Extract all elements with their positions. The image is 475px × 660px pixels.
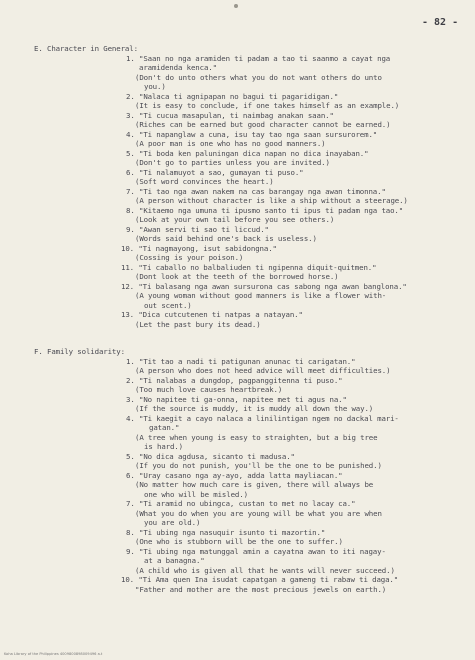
translation-line: (A person without character is like a ship without a steerage.) bbox=[135, 196, 408, 205]
translation-line: you.) bbox=[144, 82, 166, 91]
translation-line: (What you do when you are young will be what you are when bbox=[135, 509, 382, 518]
proverb-line: 5. "Ti boda ken paluningan dica napan no dica inayaban." bbox=[126, 149, 369, 158]
translation-line: (Dont look at the teeth of the borrowed horse.) bbox=[135, 272, 339, 281]
translation-line: (No matter how much care is given, there will always be bbox=[135, 480, 374, 489]
translation-line: (Words said behind one's back is useless.) bbox=[135, 234, 317, 243]
translation-line: (If the source is muddy, it is muddy all down the way.) bbox=[135, 404, 374, 413]
translation-line: "Father and mother are the most precious jewels on earth.) bbox=[135, 585, 387, 594]
proverb-line: 5. "No dica agdusa, sicanto ti madusa." bbox=[126, 452, 295, 461]
proverb-line: 9. "Awan servi ti sao ti liccud." bbox=[126, 225, 269, 234]
translation-line: is hard.) bbox=[144, 442, 183, 451]
proverb-line: 11. "Ti caballo no balbaliuden ti ngipenna diquit-quitmen." bbox=[121, 263, 377, 272]
translation-line: (Too much love causes heartbreak.) bbox=[135, 385, 283, 394]
proverb-line: 9. "Ti ubing nga matunggal amin a cayatna awan to iti nagay- bbox=[126, 547, 386, 556]
proverb-line: 3. "Ti cucua masapulan, ti naimbag anakan saan." bbox=[126, 111, 334, 120]
proverb-line: at a banagna." bbox=[144, 556, 205, 565]
translation-line: (Cossing is your poison.) bbox=[135, 253, 244, 262]
proverb-line: aramidenda kenca." bbox=[139, 63, 217, 72]
translation-line: (A person who does not heed advice will meet difficulties.) bbox=[135, 366, 391, 375]
translation-line: (Don't go to parties unless you are invited.) bbox=[135, 158, 330, 167]
translation-line: (A young woman without good manners is like a flower with- bbox=[135, 291, 387, 300]
translation-line: (Soft word convinces the heart.) bbox=[135, 177, 274, 186]
proverb-line: 10. "Ti nagmayong, isut sabidongna." bbox=[121, 244, 277, 253]
proverb-line: 2. "Nalaca ti agnipapan no bagui ti pagaridigan." bbox=[126, 92, 339, 101]
translation-line: (One who is stubborn will be the one to suffer.) bbox=[135, 537, 343, 546]
proverb-line: 6. "Uray casano nga ay-ayo, adda latta mayliacan." bbox=[126, 471, 343, 480]
proverb-line: 8. "Kitaemo nga umuna ti ipusmo santo ti ipus ti padam nga tao." bbox=[126, 206, 404, 215]
translation-line: (A tree when young is easy to straighten, but a big tree bbox=[135, 433, 378, 442]
translation-line: (It is easy to conclude, if one takes himself as an example.) bbox=[135, 101, 400, 110]
translation-line: (Don't do unto others what you do not want others do unto bbox=[135, 73, 382, 82]
proverb-line: 13. "Dica cutcutenen ti natpas a natayan." bbox=[121, 310, 303, 319]
translation-line: one who will be misled.) bbox=[144, 490, 248, 499]
proverb-line: 8. "Ti ubing nga nasuquir isunto ti mazortin." bbox=[126, 528, 326, 537]
proverb-line: 10. "Ti Ama quen Ina isudat capatgan a gameng ti rabaw ti daga." bbox=[121, 575, 399, 584]
section-heading-f: F. Family solidarity: bbox=[34, 347, 125, 356]
proverb-line: 1. "Tit tao a nadi ti patigunan anunac ti carigatan." bbox=[126, 357, 356, 366]
section-heading-e: E. Character in General: bbox=[34, 44, 138, 53]
translation-line: (A child who is given all that he wants will never succeed.) bbox=[135, 566, 395, 575]
translation-line: (Look at your own tail before you see others.) bbox=[135, 215, 335, 224]
proverb-line: 4. "Ti kaegit a cayo nalaca a linilintigan ngem no dackal mari- bbox=[126, 414, 399, 423]
proverb-line: 4. "Ti napanglaw a cuna, isu tay tao nga saan sursurorem." bbox=[126, 130, 378, 139]
proverb-line: 7. "Ti aramid no ubingca, custan to met no lacay ca." bbox=[126, 499, 356, 508]
translation-line: (A poor man is one who has no good manners.) bbox=[135, 139, 326, 148]
punch-hole-mark bbox=[234, 4, 238, 8]
proverb-line: 6. "Ti nalamuyot a sao, gumayan ti puso." bbox=[126, 168, 304, 177]
page-number: - 82 - bbox=[422, 17, 459, 28]
proverb-line: 12. "Ti balasang nga awan sursurona cas sabong nga awan banglona." bbox=[121, 282, 407, 291]
proverb-line: 3. "No napitee ti ga-onna, napitee met ti agus na." bbox=[126, 395, 347, 404]
translation-line: (If you do not punish, you'll be the one to be punished.) bbox=[135, 461, 382, 470]
proverb-line: 7. "Ti tao nga awan nakem na cas barangay nga awan timonna." bbox=[126, 187, 386, 196]
proverb-line: gatan." bbox=[149, 423, 180, 432]
translation-line: you are old.) bbox=[144, 518, 201, 527]
footer-note: Koha Library of the Philippines 4009800898009496 a.t bbox=[4, 652, 103, 656]
translation-line: (Let the past bury its dead.) bbox=[135, 320, 261, 329]
proverb-line: 2. "Ti nalabas a dungdop, pagpanggitenna ti puso." bbox=[126, 376, 343, 385]
translation-line: out scent.) bbox=[144, 301, 192, 310]
proverb-line: 1. "Saan no nga aramiden ti padam a tao ti saanmo a cayat nga bbox=[126, 54, 391, 63]
translation-line: (Riches can be earned but good character cannot be earned.) bbox=[135, 120, 391, 129]
